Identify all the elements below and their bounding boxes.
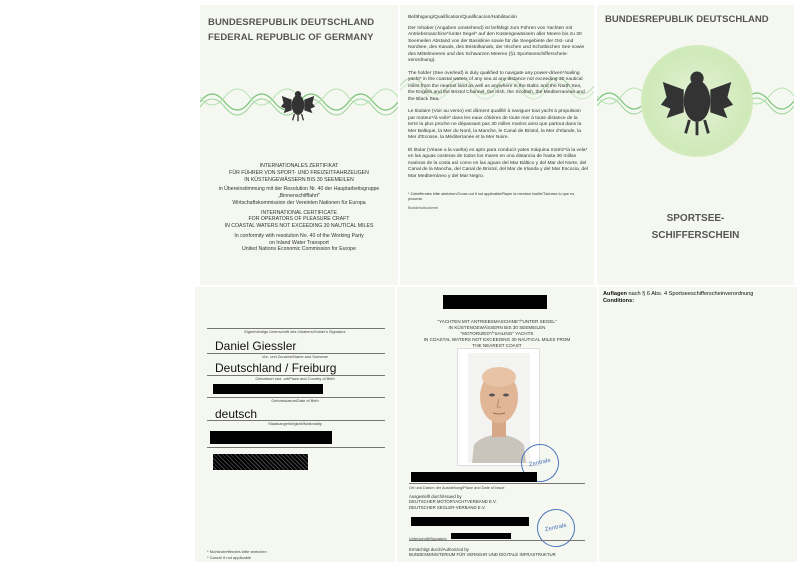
- stamp-text: Zentrale: [528, 457, 552, 469]
- license-type-line: IN KÜSTENGEWÄSSERN BIS 30 SEEMEILEN: [448, 324, 546, 330]
- conditions-panel: [599, 287, 797, 562]
- portrait-image: [468, 353, 530, 463]
- redacted-place-date: [411, 472, 537, 482]
- federal-eagle-icon: [659, 63, 735, 139]
- issued-label: Ausgestellt durch/Issued by: [409, 494, 462, 499]
- license-type-line: "MOTORIZED"/"SAILING" YACHTS: [460, 330, 534, 336]
- holder-name: Daniel Giessler: [215, 339, 297, 353]
- conditions-text: [603, 291, 753, 306]
- qualification-heading: Befähigung/Qualification/Qualificacion/Habilitación: [408, 15, 518, 20]
- cert-line: IN COASTAL WATERS NOT EXCEEDING 30 NAUTICAL MILES: [224, 223, 374, 229]
- cert-line: INTERNATIONAL CERTIFICATE: [261, 209, 337, 216]
- redacted-birthdate: [213, 384, 323, 394]
- country-title-de: BUNDESREPUBLIK DEUTSCHLAND: [208, 17, 375, 28]
- cert-line: „Binnenschifffahrt": [277, 193, 321, 199]
- qualification-panel: [400, 5, 594, 285]
- issuer-block: [409, 494, 497, 510]
- birthplace-value: Deutschland / Freiburg: [215, 361, 337, 375]
- conditions-heading: Auflagen: [603, 291, 627, 297]
- signature-label: Unterschrift/Signature: [409, 536, 447, 541]
- birthplace-label: Geburtsort und -ort/Place and Country of Birth: [255, 376, 335, 381]
- certificate-description: [204, 163, 394, 253]
- qualification-text: [408, 15, 588, 211]
- cover-left-panel: [200, 5, 398, 285]
- signature-label: Eigenhändige Unterschrift des Inhabers/Holder's Signature: [244, 329, 346, 334]
- nationality-label: Staatsangehörigkeit/Nationality: [268, 421, 322, 426]
- authority-block: [409, 547, 556, 558]
- qualification-fr: Le titulaire (Voir au verso) est dûment qualifié à naviguer tout yacht à propulsion par moteur*/à voile* dans les eaux côtières de toute mer à toute distance de la terre la plus proche ne dépassant pas 30 milles marins ainsi que partout dans la Mer Baltique, la Mer du Nord, la Manche, le Canal de Bristol, la Mer d'Irlande, la Mer d'Ecosse, la Méditerranée et la Mer Noire.: [408, 109, 582, 141]
- issuer-name: DEUTSCHER MOTORYACHTVERBAND E.V.: [409, 499, 497, 505]
- cover-right-panel: [597, 5, 794, 285]
- footnote-en: * Cancel if not applicable: [207, 555, 252, 560]
- redacted-field: [210, 431, 332, 444]
- footnote-de: * Nichtzutreffendes bitte streichen: [207, 549, 267, 554]
- printer-logo: Bundesdruckerei: [408, 205, 439, 211]
- redacted-signature: [411, 517, 529, 526]
- qualification-es: El titular (Véase a la vuelta) es apto para conducir yates máquina motriz*/a la vela* en las aguas costeras de todos los mares en una distancia de hasta 30 millas marinas de la costa así como en las aguas del Mar Báltico y del Mar del Norte, del Canal de la Mancha, del Canal de Bristol, del Mar de Irlanda y del Mar Escocia, del Mar Mediterráneo y del Mar Negro.: [408, 147, 588, 179]
- redacted-license-number: [443, 295, 547, 309]
- document-name-line2: SCHIFFERSCHEIN: [651, 230, 740, 241]
- qualification-de: Der Inhaber (Angaben umstehend) ist befähigt zum Führen von Yachten mit Antriebsmaschine*/unter Segel* auf den Küstengewässern aller Meere bis zu 30 Seemeilen Abstand von der Basislinie sowie für die Seegebiete der Ost- und Nordsee, des Kanals, des Bristolkanals, der Irischen und Schottischen See sowie des Mittelmeeres und des Schwarzen Meeres (§1 Sportseeschifferschein-verordnung).: [408, 25, 585, 64]
- license-type-line: IN COASTAL WATERS NOT EXCEEDING 30 NAUTICAL MILES FROM: [423, 336, 571, 342]
- nationality-value: deutsch: [215, 407, 258, 421]
- country-title-en: FEDERAL REPUBLIC OF GERMANY: [208, 32, 374, 43]
- cert-line: INTERNATIONALES ZERTIFIKAT: [259, 163, 339, 169]
- redacted-signature-name: [451, 533, 511, 539]
- stamp-text: Zentrale: [544, 522, 568, 534]
- place-date-line: [409, 483, 585, 484]
- conditions-label: Conditions:: [603, 298, 635, 305]
- field-line: [207, 447, 385, 448]
- cert-line: United Nations Economic Commission for Europe: [242, 246, 356, 253]
- country-title: BUNDESREPUBLIK DEUTSCHLAND: [605, 14, 769, 25]
- name-label: Vor- und Zuname/Name and Surname: [262, 354, 328, 359]
- cert-line: IN KÜSTENGEWÄSSERN BIS 30 SEEMEILEN: [244, 176, 354, 183]
- photo-issuer-panel: [397, 287, 597, 562]
- authorized-label: Ermächtigt durch/Authorized by: [409, 547, 469, 552]
- document-name-line1: SPORTSEE-: [666, 213, 725, 224]
- issuer-name: DEUTSCHER SEGLER-VERBAND E.V.: [409, 504, 486, 510]
- qualification-footnote: * Zutreffendes bitte streichen/Cross out if not applicable/Rayer la mention inutile/Táchese lo que no proceda: [408, 192, 575, 202]
- authority-name: BUNDESMINISTERIUM FÜR VERKEHR UND DIGITALE INFRASTRUKTUR: [409, 552, 556, 558]
- place-date-label: Ort und Datum der Ausstellung/Place and Date of Issue: [409, 485, 505, 490]
- cert-line: Wirtschaftskommission der Vereinten Nationen für Europa: [232, 199, 366, 206]
- license-type-line: "YACHTEN MIT ANTRIEBSMASCHINE"/"UNTER SEGEL": [437, 319, 557, 324]
- birthdate-label: Geburtsdatum/Date of Birth: [271, 398, 319, 403]
- redacted-field: [213, 454, 308, 470]
- holder-data-panel: [195, 287, 395, 562]
- license-type: [405, 319, 589, 349]
- qualification-en: The holder (See overleaf) is duly qualified to navigate any power-driven*/sailing yacht* in the coastal waters of any sea at any distance not exceeding 30 nautical miles from the nearest land as well as anywhere in the Baltic and the North Sea, the English and the Bristol Channel, the Irish, the Scottish, the Mediterranean and the Black Sea.: [408, 70, 585, 102]
- federal-eagle-icon: [280, 87, 316, 123]
- cert-line: on Inland Water Transport: [269, 239, 329, 246]
- cert-line: In conformity with resolution No. 40 of the Working Party: [234, 232, 364, 239]
- cert-line: FOR OPERATORS OF PLEASURE CRAFT: [248, 216, 350, 223]
- stamp-seal-icon: [533, 505, 578, 550]
- conditions-regulation: nach § 6 Abs. 4 Sportseeschifferscheinverordnung: [626, 291, 754, 297]
- license-type-line: THE NEAREST COAST: [472, 342, 522, 348]
- cert-line: FÜR FÜHRER VON SPORT- UND FREIZEITFAHRZEUGEN: [229, 169, 369, 176]
- cert-line: in Übereinstimmung mit der Resolution Nr. 40 der Hauptarbeitsgruppe: [218, 186, 380, 193]
